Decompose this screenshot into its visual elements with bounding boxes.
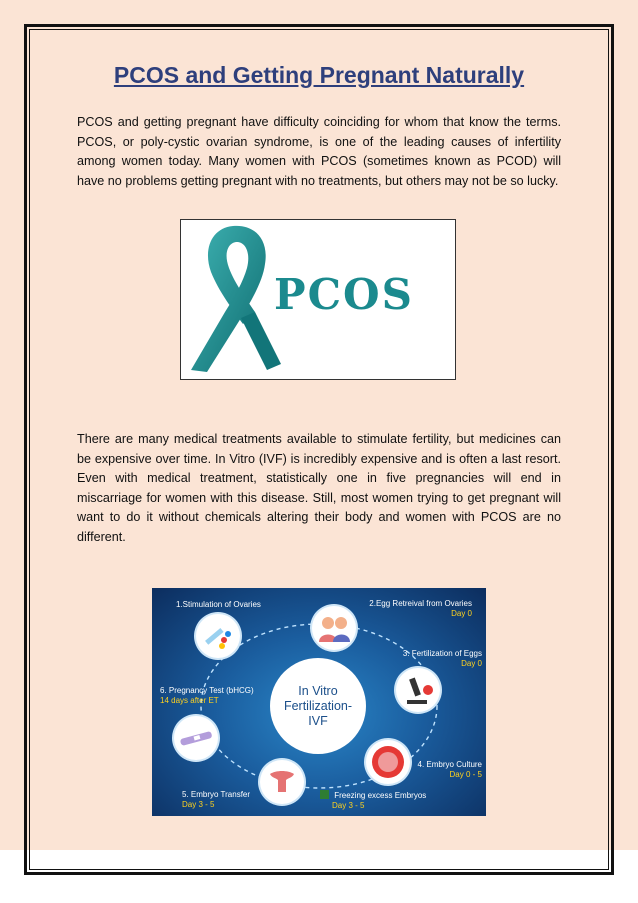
- step-4-label: 4. Embryo Culture Day 0 - 5: [417, 760, 482, 779]
- ivf-center-circle: [270, 658, 366, 754]
- uterus-icon: [260, 760, 304, 804]
- freezer-icon: [320, 790, 329, 799]
- page-title: PCOS and Getting Pregnant Naturally: [113, 62, 525, 88]
- treatment-paragraph: There are many medical treatments available to stimulate fertility, but medicines can be expensive over time. In Vitro (IVF) is incredibly expensive and is often a last resort. Even with medical treatment, statistically one in five pregnancies will end in miscarriage for women with this disease. Still, most women trying to get pregnant will want to do it without chemicals altering their body and women with PCOS are no different.: [77, 432, 561, 544]
- syringe-icon: [196, 614, 240, 658]
- ivf-center-line-3: IVF: [308, 713, 328, 728]
- pcos-logo-text: PCOS: [274, 270, 414, 319]
- ivf-center-line-2: Fertilization-: [283, 698, 353, 713]
- step-1-label: 1.Stimulation of Ovaries: [176, 600, 261, 609]
- step-5-label: 5. Embryo Transfer Day 3 - 5: [182, 790, 251, 809]
- intro-paragraph: PCOS and getting pregnant have difficulty coinciding for whom that know the terms. PCOS, or poly-cystic ovarian syndrome, is one of the leading causes of infertility among women today. Many women with PCOS (sometimes known as PCOD) will have no problems getting pregnant with no treatments, but others may not be so lucky.: [77, 115, 561, 188]
- ivf-center-line-1: In Vitro: [298, 683, 338, 698]
- pcos-ribbon-image: [180, 219, 456, 380]
- ivf-infographic: [152, 588, 486, 816]
- step-3-label: 3. Fertilization of Eggs Day 0: [402, 649, 482, 668]
- step-2-label: 2.Egg Retreival from Ovaries Day 0: [369, 599, 472, 618]
- embryo-icon: [366, 740, 410, 784]
- freezing-embryos-label: Freezing excess Embryos Day 3 - 5: [320, 790, 426, 811]
- step-6-label: 6. Pregnancy Test (bHCG) 14 days after ET: [160, 686, 254, 705]
- microscope-icon: [396, 668, 440, 712]
- pregnancy-test-icon: [174, 716, 218, 760]
- couple-icon: [312, 606, 356, 650]
